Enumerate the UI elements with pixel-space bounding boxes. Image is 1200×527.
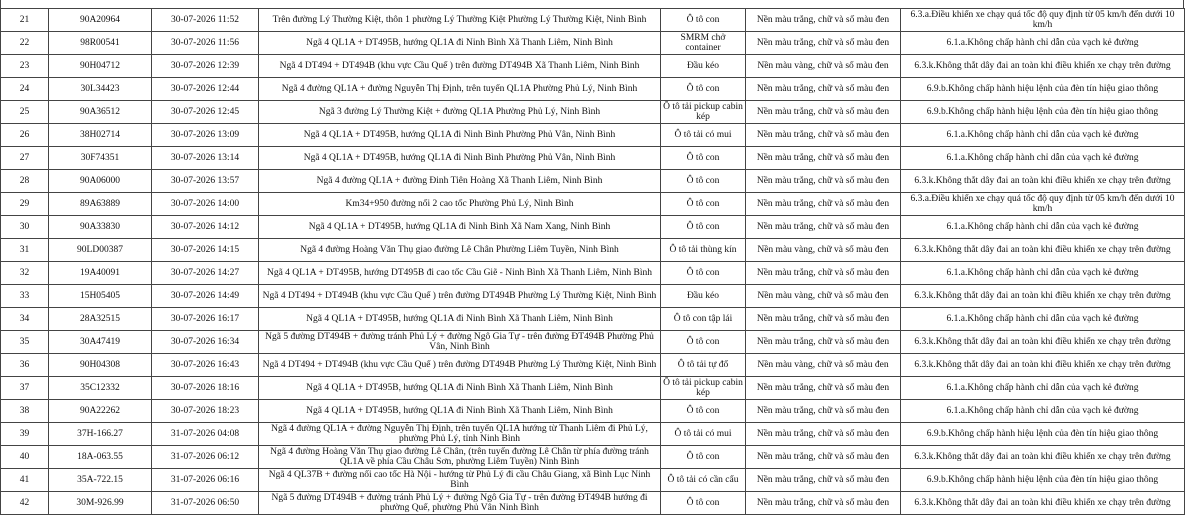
violation-time-cell: 30-07-2026 14:27 [152, 262, 259, 285]
plate-number-cell: 30A47419 [49, 331, 152, 354]
vehicle-type-cell: Ô tô con [661, 193, 746, 216]
vehicle-type-cell: Đầu kéo [661, 55, 746, 78]
plate-number-cell: 28A32515 [49, 308, 152, 331]
row-number-cell: 35 [1, 331, 49, 354]
violation-time-cell: 30-07-2026 13:09 [152, 124, 259, 147]
plate-number-cell: 90H04308 [49, 354, 152, 377]
violation-time-cell: 31-07-2026 04:08 [152, 423, 259, 446]
vehicle-type-cell: Ô tô con [661, 147, 746, 170]
plate-color-cell: Nền màu trắng, chữ và số màu đen [746, 308, 901, 331]
location-cell: Ngã 4 QL1A + DT495B, hướng QL1A đi Ninh Bình Xã Thanh Liêm, Ninh Bình [259, 32, 661, 55]
plate-color-cell: Nền màu trắng, chữ và số màu đen [746, 193, 901, 216]
table-row [1, 400, 1185, 423]
violation-description-cell: 6.1.a.Không chấp hành chỉ dẫn của vạch kẻ đường [901, 308, 1185, 331]
vehicle-type-cell: Ô tô tải có mui [661, 423, 746, 446]
plate-number-cell: 19A40091 [49, 262, 152, 285]
table-row [1, 331, 1185, 354]
vehicle-type-cell: Ô tô con [661, 446, 746, 469]
violation-time-cell: 31-07-2026 06:16 [152, 469, 259, 492]
vehicle-type-cell: Ô tô tải có mui [661, 124, 746, 147]
vehicle-type-cell: SMRM chở container [661, 32, 746, 55]
plate-number-cell: 37H-166.27 [49, 423, 152, 446]
plate-color-cell: Nền màu vàng, chữ và số màu đen [746, 55, 901, 78]
plate-color-cell: Nền màu trắng, chữ và số màu đen [746, 124, 901, 147]
row-number-cell: 26 [1, 124, 49, 147]
violations-table-body [1, 9, 1185, 515]
violation-description-cell: 6.1.a.Không chấp hành chỉ dẫn của vạch kẻ đường [901, 147, 1185, 170]
plate-number-cell: 35C12332 [49, 377, 152, 400]
vehicle-type-cell: Ô tô con tập lái [661, 308, 746, 331]
violations-table [0, 8, 1185, 515]
violation-time-cell: 31-07-2026 06:50 [152, 492, 259, 515]
vehicle-type-cell: Ô tô con [661, 170, 746, 193]
violation-time-cell: 30-07-2026 12:44 [152, 78, 259, 101]
violation-description-cell: 6.1.a.Không chấp hành chỉ dẫn của vạch kẻ đường [901, 216, 1185, 239]
plate-number-cell: 90A36512 [49, 101, 152, 124]
plate-number-cell: 90A22262 [49, 400, 152, 423]
location-cell: Ngã 4 QL1A + DT495B, hướng DT495B đi cao tốc Cầu Giẽ - Ninh Bình Xã Thanh Liêm, Ninh Bình [259, 262, 661, 285]
location-cell: Ngã 5 đường DT494B + đường tránh Phủ Lý + đường Ngô Gia Tự - trên đường ĐT494B Phường Phủ Vân, Ninh Bình [259, 331, 661, 354]
location-cell: Ngã 4 đường Hoàng Văn Thụ giao đường Lê Chân, (trên tuyến đường Lê Chân từ phía đường tránh QL1A về phía Cầu Châu Sơn, phường Liêm Tuyền) Ninh Bình [259, 446, 661, 469]
location-cell: Ngã 4 QL1A + DT495B, hướng QL1A đi Ninh Bình Xã Thanh Liêm, Ninh Bình [259, 308, 661, 331]
violation-description-cell: 6.3.k.Không thắt dây đai an toàn khi điều khiển xe chạy trên đường [901, 331, 1185, 354]
violation-description-cell: 6.3.k.Không thắt dây đai an toàn khi điều khiển xe chạy trên đường [901, 170, 1185, 193]
location-cell: Km34+950 đường nối 2 cao tốc Phường Phủ Lý, Ninh Bình [259, 193, 661, 216]
row-number-cell: 42 [1, 492, 49, 515]
plate-color-cell: Nền màu trắng, chữ và số màu đen [746, 423, 901, 446]
table-row [1, 32, 1185, 55]
location-cell: Ngã 4 QL1A + DT495B, hướng QL1A đi Ninh Bình Xã Nam Xang, Ninh Bình [259, 216, 661, 239]
table-row [1, 55, 1185, 78]
plate-color-cell: Nền màu vàng, chữ và số màu đen [746, 239, 901, 262]
violation-description-cell: 6.1.a.Không chấp hành chỉ dẫn của vạch kẻ đường [901, 32, 1185, 55]
violation-time-cell: 30-07-2026 18:23 [152, 400, 259, 423]
plate-color-cell: Nền màu trắng, chữ và số màu đen [746, 9, 901, 32]
plate-number-cell: 90A20964 [49, 9, 152, 32]
row-number-cell: 32 [1, 262, 49, 285]
violation-time-cell: 31-07-2026 06:12 [152, 446, 259, 469]
vehicle-type-cell: Ô tô tải pickup cabin kép [661, 377, 746, 400]
plate-color-cell: Nền màu trắng, chữ và số màu đen [746, 78, 901, 101]
row-number-cell: 40 [1, 446, 49, 469]
row-number-cell: 41 [1, 469, 49, 492]
table-row [1, 262, 1185, 285]
plate-number-cell: 18A-063.55 [49, 446, 152, 469]
row-number-cell: 36 [1, 354, 49, 377]
violation-description-cell: 6.3.a.Điều khiển xe chạy quá tốc độ quy định từ 05 km/h đến dưới 10 km/h [901, 193, 1185, 216]
plate-color-cell: Nền màu trắng, chữ và số màu đen [746, 446, 901, 469]
violation-description-cell: 6.3.k.Không thắt dây đai an toàn khi điều khiển xe chạy trên đường [901, 285, 1185, 308]
previous-row-remnant [0, 0, 1184, 8]
row-number-cell: 24 [1, 78, 49, 101]
location-cell: Ngã 4 QL1A + DT495B, hướng QL1A đi Ninh Bình Phường Phủ Vân, Ninh Bình [259, 124, 661, 147]
violation-description-cell: 6.9.b.Không chấp hành hiệu lệnh của đèn tín hiệu giao thông [901, 101, 1185, 124]
table-row [1, 469, 1185, 492]
row-number-cell: 23 [1, 55, 49, 78]
violation-time-cell: 30-07-2026 12:39 [152, 55, 259, 78]
location-cell: Ngã 3 đường Lý Thường Kiệt + đường QL1A Phường Phủ Lý, Ninh Bình [259, 101, 661, 124]
plate-number-cell: 30L34423 [49, 78, 152, 101]
violation-time-cell: 30-07-2026 13:14 [152, 147, 259, 170]
violation-time-cell: 30-07-2026 11:56 [152, 32, 259, 55]
table-row [1, 354, 1185, 377]
violation-description-cell: 6.9.b.Không chấp hành hiệu lệnh của đèn tín hiệu giao thông [901, 423, 1185, 446]
vehicle-type-cell: Ô tô tải thùng kín [661, 239, 746, 262]
vehicle-type-cell: Đầu kéo [661, 285, 746, 308]
plate-color-cell: Nền màu vàng, chữ và số màu đen [746, 285, 901, 308]
plate-number-cell: 89A63889 [49, 193, 152, 216]
plate-number-cell: 30F74351 [49, 147, 152, 170]
location-cell: Ngã 4 DT494 + DT494B (khu vực Cầu Quế ) trên đường DT494B Xã Thanh Liêm, Ninh Bình [259, 55, 661, 78]
plate-color-cell: Nền màu trắng, chữ và số màu đen [746, 147, 901, 170]
violation-description-cell: 6.1.a.Không chấp hành chỉ dẫn của vạch kẻ đường [901, 377, 1185, 400]
table-row [1, 377, 1185, 400]
table-row [1, 239, 1185, 262]
violation-time-cell: 30-07-2026 14:49 [152, 285, 259, 308]
row-number-cell: 29 [1, 193, 49, 216]
row-number-cell: 30 [1, 216, 49, 239]
location-cell: Ngã 4 đường QL1A + đường Đinh Tiên Hoàng Xã Thanh Liêm, Ninh Bình [259, 170, 661, 193]
row-number-cell: 38 [1, 400, 49, 423]
violation-time-cell: 30-07-2026 14:12 [152, 216, 259, 239]
violation-description-cell: 6.3.k.Không thắt dây đai an toàn khi điều khiển xe chạy trên đường [901, 446, 1185, 469]
violation-time-cell: 30-07-2026 13:57 [152, 170, 259, 193]
plate-number-cell: 35A-722.15 [49, 469, 152, 492]
location-cell: Ngã 4 QL37B + đường nối cao tốc Hà Nội - hướng từ Phủ Lý đi cầu Châu Giang, xã Bình Lục Ninh Bình [259, 469, 661, 492]
table-row [1, 308, 1185, 331]
violation-description-cell: 6.1.a.Không chấp hành chỉ dẫn của vạch kẻ đường [901, 262, 1185, 285]
plate-number-cell: 15H05405 [49, 285, 152, 308]
vehicle-type-cell: Ô tô con [661, 9, 746, 32]
row-number-cell: 39 [1, 423, 49, 446]
plate-color-cell: Nền màu vàng, chữ và số màu đen [746, 354, 901, 377]
violation-time-cell: 30-07-2026 16:17 [152, 308, 259, 331]
plate-number-cell: 90H04712 [49, 55, 152, 78]
plate-number-cell: 38H02714 [49, 124, 152, 147]
plate-number-cell: 90A33830 [49, 216, 152, 239]
row-number-cell: 28 [1, 170, 49, 193]
table-row [1, 216, 1185, 239]
plate-color-cell: Nền màu trắng, chữ và số màu đen [746, 400, 901, 423]
table-row [1, 101, 1185, 124]
plate-color-cell: Nền màu trắng, chữ và số màu đen [746, 331, 901, 354]
table-row [1, 124, 1185, 147]
vehicle-type-cell: Ô tô con [661, 492, 746, 515]
plate-color-cell: Nền màu trắng, chữ và số màu đen [746, 101, 901, 124]
violation-description-cell: 6.3.k.Không thắt dây đai an toàn khi điều khiển xe chạy trên đường [901, 354, 1185, 377]
violation-description-cell: 6.1.a.Không chấp hành chỉ dẫn của vạch kẻ đường [901, 124, 1185, 147]
location-cell: Trên đường Lý Thường Kiệt, thôn 1 phường Lý Thường Kiệt Phường Lý Thường Kiệt, Ninh Bình [259, 9, 661, 32]
row-number-cell: 21 [1, 9, 49, 32]
table-row [1, 147, 1185, 170]
plate-number-cell: 90A06000 [49, 170, 152, 193]
vehicle-type-cell: Ô tô con [661, 400, 746, 423]
vehicle-type-cell: Ô tô con [661, 78, 746, 101]
plate-number-cell: 90LD00387 [49, 239, 152, 262]
row-number-cell: 27 [1, 147, 49, 170]
table-row [1, 446, 1185, 469]
violation-description-cell: 6.3.k.Không thắt dây đai an toàn khi điều khiển xe chạy trên đường [901, 239, 1185, 262]
vehicle-type-cell: Ô tô tải có cần cẩu [661, 469, 746, 492]
table-row [1, 285, 1185, 308]
table-row [1, 170, 1185, 193]
violation-time-cell: 30-07-2026 16:43 [152, 354, 259, 377]
location-cell: Ngã 4 QL1A + DT495B, hướng QL1A đi Ninh Bình Xã Thanh Liêm, Ninh Bình [259, 400, 661, 423]
table-row [1, 9, 1185, 32]
vehicle-type-cell: Ô tô con [661, 331, 746, 354]
row-number-cell: 25 [1, 101, 49, 124]
row-number-cell: 22 [1, 32, 49, 55]
plate-color-cell: Nền màu trắng, chữ và số màu đen [746, 216, 901, 239]
violation-description-cell: 6.1.a.Không chấp hành chỉ dẫn của vạch kẻ đường [901, 400, 1185, 423]
violation-time-cell: 30-07-2026 14:00 [152, 193, 259, 216]
plate-color-cell: Nền màu trắng, chữ và số màu đen [746, 492, 901, 515]
table-row [1, 423, 1185, 446]
violation-description-cell: 6.3.a.Điều khiển xe chạy quá tốc độ quy định từ 05 km/h đến dưới 10 km/h [901, 9, 1185, 32]
row-number-cell: 34 [1, 308, 49, 331]
location-cell: Ngã 4 QL1A + DT495B, hướng QL1A đi Ninh Bình Phường Phủ Vân, Ninh Bình [259, 147, 661, 170]
table-row [1, 78, 1185, 101]
location-cell: Ngã 4 đường Hoàng Văn Thụ giao đường Lê Chân Phường Liêm Tuyền, Ninh Bình [259, 239, 661, 262]
plate-number-cell: 30M-926.99 [49, 492, 152, 515]
violation-description-cell: 6.9.b.Không chấp hành hiệu lệnh của đèn tín hiệu giao thông [901, 78, 1185, 101]
location-cell: Ngã 4 QL1A + DT495B, hướng QL1A đi Ninh Bình Xã Thanh Liêm, Ninh Bình [259, 377, 661, 400]
plate-color-cell: Nền màu trắng, chữ và số màu đen [746, 170, 901, 193]
table-row [1, 193, 1185, 216]
vehicle-type-cell: Ô tô tải tự đổ [661, 354, 746, 377]
location-cell: Ngã 4 DT494 + DT494B (khu vực Cầu Quế ) trên đường DT494B Phường Lý Thường Kiệt, Ninh Bình [259, 354, 661, 377]
violation-time-cell: 30-07-2026 16:34 [152, 331, 259, 354]
violation-description-cell: 6.9.b.Không chấp hành hiệu lệnh của đèn tín hiệu giao thông [901, 469, 1185, 492]
table-row [1, 492, 1185, 515]
location-cell: Ngã 4 đường QL1A + đường Nguyễn Thị Định, trên tuyến QL1A Phường Phủ Lý, Ninh Bình [259, 78, 661, 101]
vehicle-type-cell: Ô tô con [661, 262, 746, 285]
vehicle-type-cell: Ô tô tải pickup cabin kép [661, 101, 746, 124]
location-cell: Ngã 5 đường DT494B + đường tránh Phủ Lý + đường Ngô Gia Tự - trên đường ĐT494B hướng đi phường Quế, phường Phủ Vân Ninh Bình [259, 492, 661, 515]
vehicle-type-cell: Ô tô con [661, 216, 746, 239]
violation-time-cell: 30-07-2026 11:52 [152, 9, 259, 32]
plate-color-cell: Nền màu trắng, chữ và số màu đen [746, 32, 901, 55]
location-cell: Ngã 4 DT494 + DT494B (khu vực Cầu Quế ) trên đường DT494B Phường Lý Thường Kiệt, Ninh Bình [259, 285, 661, 308]
plate-number-cell: 98R00541 [49, 32, 152, 55]
row-number-cell: 33 [1, 285, 49, 308]
violation-time-cell: 30-07-2026 12:45 [152, 101, 259, 124]
plate-color-cell: Nền màu trắng, chữ và số màu đen [746, 469, 901, 492]
row-number-cell: 31 [1, 239, 49, 262]
violation-time-cell: 30-07-2026 18:16 [152, 377, 259, 400]
location-cell: Ngã 4 đường QL1A + đường Nguyễn Thị Định, trên tuyến QL1A hướng từ Thanh Liêm đi Phủ Lý, phường Phủ Lý, tỉnh Ninh Bình [259, 423, 661, 446]
plate-color-cell: Nền màu trắng, chữ và số màu đen [746, 262, 901, 285]
row-number-cell: 37 [1, 377, 49, 400]
violation-description-cell: 6.3.k.Không thắt dây đai an toàn khi điều khiển xe chạy trên đường [901, 492, 1185, 515]
plate-color-cell: Nền màu trắng, chữ và số màu đen [746, 377, 901, 400]
violation-time-cell: 30-07-2026 14:15 [152, 239, 259, 262]
violation-description-cell: 6.3.k.Không thắt dây đai an toàn khi điều khiển xe chạy trên đường [901, 55, 1185, 78]
